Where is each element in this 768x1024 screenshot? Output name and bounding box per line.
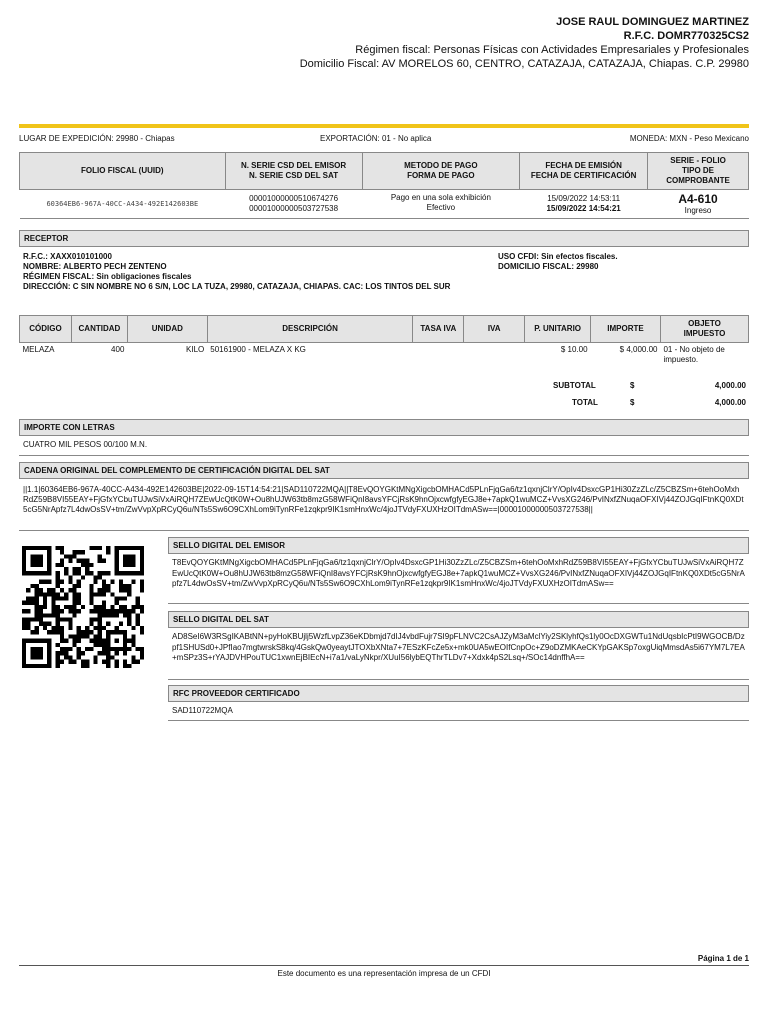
sello-emisor-title: SELLO DIGITAL DEL EMISOR	[168, 537, 749, 554]
header-divider	[19, 124, 749, 128]
cadena-original-title: CADENA ORIGINAL DEL COMPLEMENTO DE CERTIFICACIÓN DIGITAL DEL SAT	[19, 462, 749, 479]
moneda: MONEDA: MXN - Peso Mexicano	[629, 134, 749, 143]
row-iva	[464, 343, 525, 369]
footer-note: Este documento es una representación impresa de un CFDI	[277, 969, 491, 978]
receptor-title: RECEPTOR	[19, 230, 749, 247]
col-p-unitario: P. UNITARIO	[525, 316, 591, 343]
uuid-value: 60364EB6-967A-40CC-A434-492E142603BE	[20, 190, 226, 219]
lugar-expedicion: LUGAR DE EXPEDICIÓN: 29980 - Chiapas	[19, 134, 175, 143]
col-descripcion: DESCRIPCIÓN	[207, 316, 413, 343]
exportacion: EXPORTACIÓN: 01 - No aplica	[320, 134, 432, 143]
row-objeto-impuesto: 01 - No objeto de impuesto.	[663, 345, 725, 364]
row-codigo: MELAZA	[22, 345, 55, 354]
col-importe: IMPORTE	[591, 316, 661, 343]
sello-sat-value: AD8SeI6W3RSgIKABtNN+pyHoKBUjlj5WzfLvpZ36eKDbmjd7dIJ4vbdFujr7SI9pFLNVC2CsAJZyM3aMclYiy2SKlyhfQs1ly0OcDXGWTu1NdUqsbIcPtI9WGOCB/Dzpf1SHUSd0+JPfIao7mgtwrskS8kq/4GskQw0yeaytJTOXbXNta7+7ESzKFcZe5x+mk0UA5wEOIfCnpOc+Z9oDZMKAeCKYpGAKSp7oxgUiqMmsdAs5i67YM7L7EA+mSPz3S+rYAJDVHPouTUC1xwnEjBIEcN+i7a1/vaLyNkpr/XUuI56lybEQThrTLDv7+Xdxk4pS2Lsq+/SOc14dnffhA==	[168, 630, 749, 680]
conceptos-table	[19, 315, 749, 369]
receptor-rfc: R.F.C.: XAXX010101000	[23, 252, 112, 261]
table-row	[20, 343, 749, 369]
cadena-original-value: ||1.1|60364EB6-967A-40CC-A434-492E142603BE|2022-09-15T14:54:21|SAD110722MQA||T8EvQOYGKtMNgXigcbOMHACd5PLnFjqGa6/tz1qxnjClrY/OpIv4DsxcGP1Hi30ZzZLc/Z5CBZSm+6tehOoMxhRdZ59B8VI55EAY+FjGfxYCbuTUJwSiVxAiRQH7ZEwUcQtK0W+Ou8hUJW63tb8mzG58WFiQnI8avsYFCjRsK9hnOjxcwfgfyEGJ8e+7apkQ1wuMCZ+VvsXG246/PvINxfZNuqaOFXIVj44ZOJGqIFtnKQ0XDt5cG5NrApfz7L4dwOsSV+tm/ZwVvpXpRCyQ6u/NTs5Sw6O9CXhLom9iTynRFe1zqkpr9IK1smHnxWc/4joJTVdyFXUXHzOITdmASw==|00001000000503727538||	[19, 482, 749, 531]
receptor-direccion: DIRECCIÓN: C SIN NOMBRE NO 6 S/N, LOC LA TUZA, 29980, CATAZAJA, CHIAPAS. CAC: LOS TINTOS DEL SUR	[23, 282, 451, 291]
importe-letras-title: IMPORTE CON LETRAS	[19, 419, 749, 436]
col-fechas: FECHA DE EMISIÓN FECHA DE CERTIFICACIÓN	[520, 153, 648, 190]
subtotal-label: SUBTOTAL	[553, 381, 596, 390]
receptor-uso-cfdi: USO CFDI: Sin efectos fiscales.	[498, 252, 618, 261]
sello-emisor-value: T8EvQOYGKtMNgXigcbOMHACd5PLnFjqGa6/tz1qxnjClrY/OpIv4DsxcGP1Hi30ZzZLc/Z5CBZSm+6tehOoMxhRdZ59B8VI55EAY+FjGfxYCbuTUJwSiVxAiRQH7ZEwUcQtK0W+Ou8hUJW63tb8mzG58WFiQnI8avsYFCjRsK9hnOjxcwfgfyEGJ8e+7apkQ1wuMCZ+VvsXG246/PvINxfZNuqaOFXIVj44ZOJGqIFtnKQ0XDt5cG5NrApfz7L4dwOsSV+tm/ZwVvpXpRCyQ6u/NTs5Sw6O9CXhLom9iTynRFe1zqkpr9IK1smHnxWc/4joJTVdyFXUXHzOITdmASw==	[168, 556, 749, 604]
col-folio-fiscal: FOLIO FISCAL (UUID)	[20, 153, 226, 190]
issuer-header	[300, 15, 749, 71]
issuer-regimen: Régimen fiscal: Personas Físicas con Actividades Empresariales y Profesionales	[355, 44, 749, 56]
receptor-details	[23, 252, 493, 292]
col-objeto-impuesto: OBJETO IMPUESTO	[660, 316, 748, 343]
receptor-domicilio: DOMICILIO FISCAL: 29980	[498, 262, 599, 271]
folio-values: A4-610 Ingreso	[648, 190, 749, 219]
footer-divider	[19, 965, 749, 966]
col-tasa-iva: TASA IVA	[413, 316, 464, 343]
qr-code	[22, 546, 144, 668]
conceptos-header-row	[20, 316, 749, 343]
col-codigo: CÓDIGO	[20, 316, 72, 343]
metodo-pago-values: Pago en una sola exhibición Efectivo	[362, 190, 520, 219]
col-unidad: UNIDAD	[127, 316, 207, 343]
row-p-unitario: $ 10.00	[560, 345, 588, 354]
col-metodo-pago: METODO DE PAGO FORMA DE PAGO	[362, 153, 520, 190]
total-currency: $	[630, 398, 635, 407]
receptor-extra	[498, 252, 748, 272]
col-iva: IVA	[464, 316, 525, 343]
row-unidad: KILO	[186, 345, 205, 354]
issuer-domicilio: Domicilio Fiscal: AV MORELOS 60, CENTRO, CATAZAJA, CATAZAJA, Chiapas. C.P. 29980	[299, 58, 749, 70]
col-serie-folio: SERIE - FOLIO TIPO DE COMPROBANTE	[648, 153, 749, 190]
page-number: Página 1 de 1	[697, 954, 749, 963]
rfc-proveedor-value: SAD110722MQA	[168, 704, 749, 721]
subtotal-value: 4,000.00	[714, 381, 746, 390]
row-descripcion: 50161900 - MELAZA X KG	[210, 345, 306, 354]
col-cantidad: CANTIDAD	[71, 316, 127, 343]
row-cantidad: 400	[111, 345, 125, 354]
fechas-values: 15/09/2022 14:53:11 15/09/2022 14:54:21	[520, 190, 648, 219]
row-tasa-iva	[413, 343, 464, 369]
total-value: 4,000.00	[714, 398, 746, 407]
meta-row	[19, 134, 749, 146]
rfc-proveedor-title: RFC PROVEEDOR CERTIFICADO	[168, 685, 749, 702]
sello-sat-title: SELLO DIGITAL DEL SAT	[168, 611, 749, 628]
receptor-regimen: RÉGIMEN FISCAL: Sin obligaciones fiscales	[23, 272, 192, 281]
receptor-nombre: NOMBRE: ALBERTO PECH ZENTENO	[23, 262, 167, 271]
row-importe: $ 4,000.00	[619, 345, 658, 354]
importe-letras-value: CUATRO MIL PESOS 00/100 M.N.	[19, 438, 749, 456]
invoice-header-table	[19, 152, 749, 219]
issuer-rfc: R.F.C. DOMR770325CS2	[623, 30, 749, 42]
col-serie-csd: N. SERIE CSD DEL EMISOR N. SERIE CSD DEL SAT	[225, 153, 362, 190]
subtotal-currency: $	[630, 381, 635, 390]
serie-csd-values: 00001000000510674276 00001000000503727538	[225, 190, 362, 219]
total-label: TOTAL	[572, 398, 598, 407]
issuer-name: JOSE RAUL DOMINGUEZ MARTINEZ	[556, 16, 749, 28]
